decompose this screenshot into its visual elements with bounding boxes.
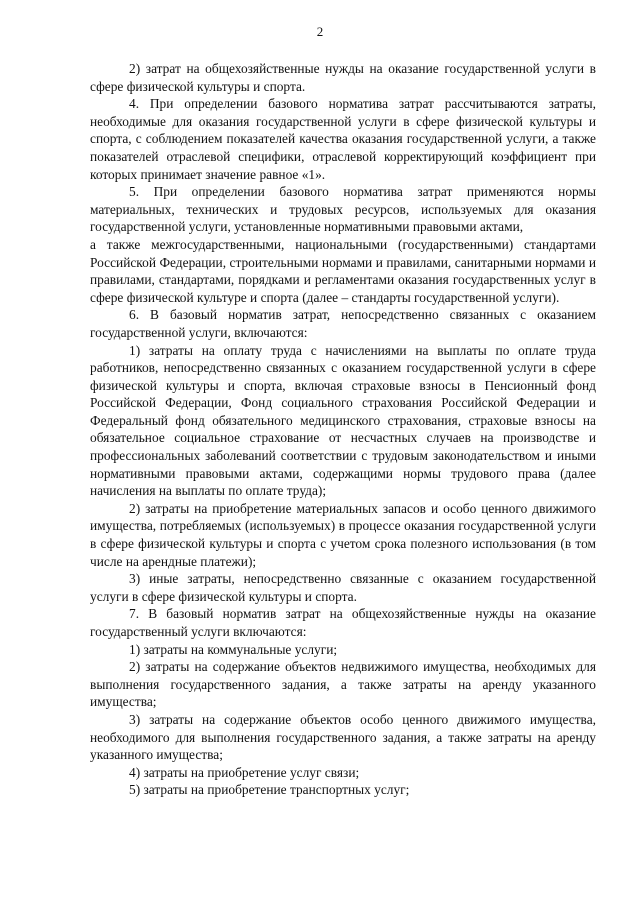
paragraph-section-6-item-3: 3) иные затраты, непосредственно связанные с оказанием государственной услуги в сфере физической культуры и спорта. [90, 571, 596, 604]
page-number: 2 [316, 24, 324, 39]
paragraph-section-6: 6. В базовый норматив затрат, непосредственно связанных с оказанием государственной услуги, включаются: [90, 307, 596, 340]
paragraph-section-7-item-5: 5) затраты на приобретение транспортных услуг; [129, 782, 410, 798]
paragraph-section-4: 4. При определении базового норматива затрат рассчитываются затраты, необходимые для оказания государственной услуги в сфере физической культуры и спорта, с соблюдением показателей качества оказания государственной услуги, а также показателей отраслевой специфики, отраслевой корректирующий коэффициент при которых принимает значение равное «1». [90, 96, 596, 182]
paragraph-section-6-item-1: 1) затраты на оплату труда с начислениями на выплаты по оплате труда работников, непосредственно связанных с оказанием государственной услуги в сфере физической культуры и спорта, включая страховые взносы в Пенсионный фонд Российской Федерации, Фонд социального страхования Российской Федерации и Федеральный фонд обязательного медицинского страхования, страховые взносы на обязательное социальное страхование от несчастных случаев на производстве и профессиональных заболеваний соответствии с трудовым законодательством и иными нормативными правовыми актами, содержащими нормы трудового права (далее начисления на выплаты по оплате труда); [90, 342, 596, 499]
paragraph-section-5: 5. При определении базового норматива затрат применяются нормы материальных, технических и трудовых ресурсов, используемых для оказания государственной услуги, установленные нормативными правовыми актами, [90, 184, 596, 235]
paragraph-section-7-item-4: 4) затраты на приобретение услуг связи; [129, 764, 360, 780]
paragraph-section-5-continued: а также межгосударственными, национальными (государственными) стандартами Российской Федерации, строительными нормами и правилами, санитарными нормами и правилами, стандартами, порядками и регламентами оказания государственных услуг в сфере физической культуре и спорта (далее – стандарты государственной услуги). [90, 236, 596, 305]
paragraph-section-6-item-2: 2) затраты на приобретение материальных запасов и особо ценного движимого имущества, потребляемых (используемых) в процессе оказания государственной услуги в сфере физической культуры и спорта с учетом срока полезного использования (в том числе на арендные платежи); [90, 500, 596, 569]
document-body [90, 60, 596, 799]
paragraph-section-7-item-2: 2) затраты на содержание объектов недвижимого имущества, необходимых для выполнения государственного задания, а также затраты на аренду указанного имущества; [90, 659, 596, 710]
paragraph-section-7-item-1: 1) затраты на коммунальные услуги; [129, 641, 338, 657]
paragraph-clause-2: 2) затрат на общехозяйственные нужды на оказание государственной услуги в сфере физической культуры и спорта. [90, 61, 596, 94]
paragraph-section-7-item-3: 3) затраты на содержание объектов особо ценного движимого имущества, необходимого для выполнения государственного задания, а также затраты на аренду указанного имущества; [90, 711, 596, 763]
paragraph-section-7: 7. В базовый норматив затрат на общехозяйственные нужды на оказание государственный услуги включаются: [90, 606, 596, 639]
